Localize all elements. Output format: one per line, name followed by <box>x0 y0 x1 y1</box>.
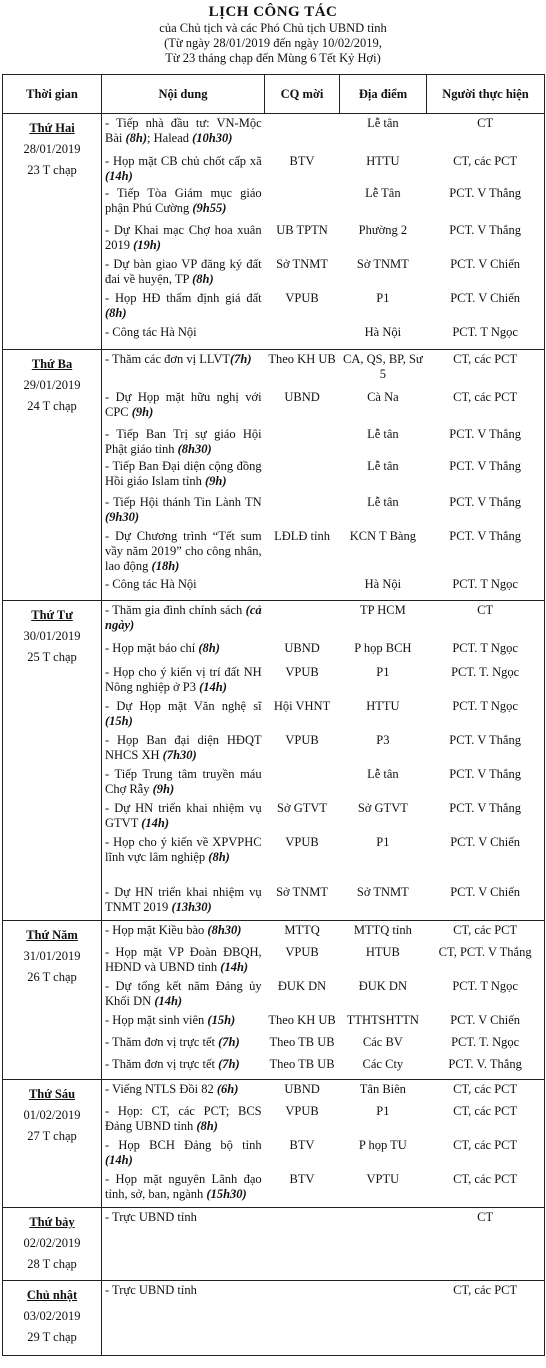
day-items-cell <box>102 1208 545 1281</box>
day-row <box>3 1080 545 1208</box>
day-lunar-date: 27 T chạp <box>27 1129 77 1143</box>
item-inviting-agency: Theo TB UB <box>269 1035 335 1049</box>
item-executor: CT <box>477 1210 494 1224</box>
item-time: (8h30) <box>207 923 242 937</box>
schedule-item <box>102 1011 544 1033</box>
item-text: - Tiếp nhà đầu tư: VN-Mộc Bài <box>105 116 262 145</box>
schedule-item <box>102 697 544 731</box>
item-time: (15h) <box>207 1013 236 1027</box>
item-inviting-agency: VPUB <box>285 733 319 747</box>
item-inviting-agency: Sở GTVT <box>277 801 328 815</box>
item-content <box>102 1208 265 1280</box>
schedule-body <box>3 114 545 1356</box>
item-inviting-agency <box>265 493 340 527</box>
item-text: - Họp mặt sinh viên <box>105 1013 208 1027</box>
day-name: Thứ Tư <box>31 608 73 622</box>
col-header-location: Địa điểm <box>340 75 427 114</box>
item-content <box>102 1011 265 1033</box>
item-time: (18h) <box>151 559 180 573</box>
day-items-cell <box>102 1080 545 1208</box>
item-time: (9h) <box>131 405 154 419</box>
schedule-item <box>102 388 544 425</box>
item-location: Sở TNMT <box>356 257 409 271</box>
schedule-item <box>102 350 544 388</box>
item-text: - Họp: CT, các PCT; BCS Đảng UBND tỉnh <box>105 1104 262 1133</box>
day-name: Chủ nhật <box>26 1288 78 1302</box>
day-name: Thứ Ba <box>31 357 73 371</box>
item-location: ĐUK DN <box>358 979 407 993</box>
item-location <box>339 1281 426 1355</box>
schedule-item <box>102 575 544 600</box>
item-time: (14h) <box>141 816 170 830</box>
item-time: (8h) <box>105 306 127 320</box>
schedule-item <box>102 1208 544 1280</box>
item-inviting-agency: VPUB <box>285 945 319 959</box>
item-location <box>339 1208 426 1280</box>
item-executor: PCT. T. Ngọc <box>451 1035 520 1049</box>
item-inviting-agency <box>265 1281 340 1355</box>
schedule-item <box>102 883 544 920</box>
schedule-item <box>102 493 544 527</box>
day-lunar-date: 24 T chạp <box>27 399 77 413</box>
item-content <box>102 921 265 943</box>
day-lunar-date: 28 T chạp <box>27 1257 77 1271</box>
item-time: (14h) <box>199 680 227 694</box>
schedule-item <box>102 527 544 575</box>
item-inviting-agency: BTV <box>289 1138 315 1152</box>
item-inviting-agency: BTV <box>289 154 315 168</box>
item-inviting-agency <box>265 114 340 152</box>
day-lunar-date: 26 T chạp <box>27 970 77 984</box>
schedule-item <box>102 943 544 977</box>
day-items-cell <box>102 921 545 1080</box>
day-name: Thứ Sáu <box>28 1087 76 1101</box>
item-inviting-agency <box>265 425 340 457</box>
day-lunar-date: 29 T chạp <box>27 1330 77 1344</box>
item-inviting-agency: UB TPTN <box>276 223 328 237</box>
day-name: Thứ Năm <box>26 928 78 942</box>
item-text: - Dự HN triển khai nhiệm vụ GTVT <box>105 801 262 830</box>
col-header-inviting-agency: CQ mời <box>265 75 340 114</box>
item-content <box>102 1102 265 1136</box>
item-executor: PCT. V Thắng <box>449 733 521 747</box>
schedule-item <box>102 1055 544 1079</box>
item-location: P họp BCH <box>354 641 412 655</box>
item-location: HTTU <box>366 699 400 713</box>
item-inviting-agency <box>265 323 340 349</box>
item-executor: PCT. V Thắng <box>449 186 521 200</box>
item-inviting-agency: Sở TNMT <box>276 257 328 271</box>
col-header-executor: Người thực hiện <box>427 75 545 114</box>
item-location: Tân Biên <box>359 1082 406 1096</box>
item-time: (14h) <box>105 169 133 183</box>
document-subtitle-1: của Chủ tịch và các Phó Chủ tịch UBND tỉnh <box>159 21 387 35</box>
item-content <box>102 221 265 255</box>
day-cell <box>3 1208 102 1281</box>
item-time: (19h) <box>133 238 161 252</box>
day-row <box>3 921 545 1080</box>
item-inviting-agency: VPUB <box>285 835 319 849</box>
document-subtitle-3: Từ 23 tháng chạp đến Mùng 6 Tết Kỷ Hợi) <box>165 51 381 65</box>
item-content <box>102 833 265 883</box>
schedule-item <box>102 1170 544 1207</box>
item-text: - Thăm đơn vị trực tết <box>105 1057 219 1071</box>
day-items-cell <box>102 114 545 350</box>
item-executor: CT <box>477 603 494 617</box>
item-executor: PCT. T Ngọc <box>452 641 518 655</box>
schedule-item <box>102 639 544 663</box>
item-inviting-agency: UBND <box>284 1082 320 1096</box>
item-time: (6h) <box>216 1082 239 1096</box>
day-cell <box>3 1080 102 1208</box>
item-text: - Họp HĐ thẩm định giá đất <box>105 291 262 305</box>
item-content <box>102 388 265 425</box>
item-content <box>102 943 265 977</box>
day-date: 30/01/2019 <box>23 629 81 643</box>
item-executor: PCT. T. Ngọc <box>451 665 520 679</box>
schedule-item <box>102 601 544 639</box>
item-location: Các Cty <box>362 1057 404 1071</box>
item-executor: PCT. V. Thắng <box>448 1057 522 1071</box>
day-items-cell <box>102 601 545 921</box>
item-content <box>102 977 265 1011</box>
item-text: - Thăm đơn vị trực tết <box>105 1035 219 1049</box>
item-text: - Thăm gia đình chính sách <box>105 603 246 617</box>
item-location: P3 <box>376 733 390 747</box>
day-row <box>3 601 545 921</box>
day-row <box>3 1208 545 1281</box>
item-location: HTUB <box>365 945 400 959</box>
item-executor: CT, PCT. V Thắng <box>438 945 532 959</box>
item-content <box>102 639 265 663</box>
item-executor: CT, các PCT <box>453 923 518 937</box>
col-header-content: Nội dung <box>102 75 265 114</box>
item-location: Phường 2 <box>358 223 408 237</box>
item-text: - Trực UBND tỉnh <box>105 1210 197 1224</box>
item-text: - Tiếp Ban Trị sự giáo Hội Phật giáo tỉnh <box>105 427 262 456</box>
item-text: - Họp mặt báo chí <box>105 641 199 655</box>
col-header-time: Thời gian <box>3 75 102 114</box>
item-inviting-agency <box>265 575 340 600</box>
item-inviting-agency: UBND <box>284 390 320 404</box>
item-inviting-agency: Theo KH UB <box>268 352 336 366</box>
item-content <box>102 883 265 920</box>
item-inviting-agency: Hội VHNT <box>273 699 331 713</box>
item-location: Sở GTVT <box>357 801 408 815</box>
item-content <box>102 255 265 289</box>
item-inviting-agency: UBND <box>284 641 320 655</box>
item-content <box>102 731 265 765</box>
item-executor: PCT. V Chiến <box>450 257 521 271</box>
item-executor: CT, các PCT <box>453 1138 518 1152</box>
item-text: - Họp Ban đại diện HĐQT NHCS XH <box>105 733 262 762</box>
day-cell <box>3 921 102 1080</box>
document-subtitle-2: (Từ ngày 28/01/2019 đến ngày 10/02/2019, <box>164 36 382 50</box>
item-location: P1 <box>376 835 390 849</box>
item-text: - Họp mặt nguyên Lãnh đạo tỉnh, sở, ban, ngành <box>105 1172 262 1201</box>
item-time: (8h30) <box>177 442 212 456</box>
item-executor: PCT. T Ngọc <box>452 979 518 993</box>
item-text: - Công tác Hà Nội <box>105 325 197 339</box>
item-executor: CT, các PCT <box>453 1172 518 1186</box>
schedule-item <box>102 152 544 184</box>
item-executor: CT, các PCT <box>453 154 518 168</box>
item-time: (10h30) <box>192 131 233 145</box>
item-inviting-agency: Theo TB UB <box>269 1057 335 1071</box>
day-row <box>3 114 545 350</box>
item-location: P1 <box>376 665 390 679</box>
item-text: - Tiếp Trung tâm truyền máu Chợ Rẫy <box>105 767 262 796</box>
item-executor: PCT. T Ngọc <box>452 699 518 713</box>
item-content <box>102 1055 265 1079</box>
item-text: - Tiếp Ban Đại diện cộng đồng Hồi giáo Islam tỉnh <box>105 459 262 488</box>
item-location: Hà Nội <box>364 577 402 591</box>
item-inviting-agency: BTV <box>289 1172 315 1186</box>
item-time: (8h) <box>198 641 220 655</box>
item-inviting-agency: ĐUK DN <box>277 979 327 993</box>
item-time: (7h) <box>229 352 252 366</box>
item-executor: CT, các PCT <box>453 1104 518 1118</box>
item-inviting-agency <box>265 457 340 493</box>
item-text: - Họp mặt VP Đoàn ĐBQH, HĐND và UBND tỉnh <box>105 945 262 974</box>
item-location: Lễ tân <box>367 116 399 130</box>
item-time: (8h) <box>125 131 148 145</box>
item-inviting-agency: MTTQ <box>284 923 320 937</box>
item-text: - Thăm các đơn vị LLVT <box>105 352 230 366</box>
item-content <box>102 799 265 833</box>
item-time: (14h) <box>220 960 249 974</box>
item-executor: PCT. V Thắng <box>449 801 521 815</box>
schedule-item <box>102 184 544 221</box>
schedule-table <box>2 74 545 1356</box>
schedule-item <box>102 425 544 457</box>
schedule-item <box>102 221 544 255</box>
item-text: - Tiếp Tòa Giám mục giáo phận Phú Cường <box>105 186 262 215</box>
item-location: P họp TU <box>358 1138 407 1152</box>
item-time: (9h55) <box>192 201 227 215</box>
day-name: Thứ bảy <box>29 1215 75 1229</box>
item-executor: CT <box>477 116 494 130</box>
item-inviting-agency <box>265 601 340 639</box>
schedule-item <box>102 921 544 943</box>
item-location: Cà Na <box>367 390 399 404</box>
item-inviting-agency <box>265 1208 340 1280</box>
item-text: - Dự tổng kết năm Đảng ủy Khối DN <box>105 979 262 1008</box>
item-content <box>102 663 265 697</box>
day-date: 02/02/2019 <box>23 1236 81 1250</box>
item-executor: PCT. V Thắng <box>449 529 521 543</box>
item-text: - Họp BCH Đảng bộ tỉnh <box>105 1138 262 1152</box>
item-executor: PCT. V Thắng <box>449 427 521 441</box>
item-text: - Họp mặt CB chủ chốt cấp xã <box>105 154 262 168</box>
item-location: Lễ tân <box>367 495 399 509</box>
item-content <box>102 425 265 457</box>
schedule-item <box>102 765 544 799</box>
item-text: - Dự Họp mặt hữu nghị với CPC <box>105 390 262 419</box>
item-location: VPTU <box>366 1172 400 1186</box>
item-content <box>102 350 265 388</box>
item-executor: PCT. T Ngọc <box>452 577 518 591</box>
item-executor: CT, các PCT <box>453 1082 518 1096</box>
day-items-cell <box>102 1281 545 1356</box>
item-content <box>102 1136 265 1170</box>
item-text: - Dự Họp mặt Văn nghệ sĩ <box>105 699 262 713</box>
item-inviting-agency: VPUB <box>285 291 319 305</box>
item-time: (9h30) <box>105 510 140 524</box>
item-content <box>102 765 265 799</box>
item-text: - Dự bàn giao VP đăng ký đất đai về huyện, TP <box>105 257 262 286</box>
item-text: - Viếng NTLS Đồi 82 <box>105 1082 217 1096</box>
item-inviting-agency: Sở TNMT <box>276 885 328 899</box>
item-content <box>102 184 265 221</box>
item-location: HTTU <box>366 154 400 168</box>
item-time: (cả ngày) <box>105 603 262 632</box>
item-time: (15h) <box>105 714 133 728</box>
day-cell <box>3 1281 102 1356</box>
day-date: 31/01/2019 <box>23 949 81 963</box>
schedule-item <box>102 289 544 323</box>
document-title: LỊCH CÔNG TÁC <box>208 4 338 20</box>
item-executor: PCT. V Thắng <box>449 767 521 781</box>
schedule-item <box>102 1281 544 1355</box>
item-location: KCN T Bàng <box>349 529 416 543</box>
item-content <box>102 527 265 575</box>
item-time: (15h30) <box>206 1187 247 1201</box>
item-content <box>102 697 265 731</box>
day-date: 03/02/2019 <box>23 1309 81 1323</box>
day-cell <box>3 114 102 350</box>
item-executor: CT, các PCT <box>453 390 518 404</box>
schedule-item <box>102 799 544 833</box>
day-date: 28/01/2019 <box>23 142 81 156</box>
schedule-item <box>102 1033 544 1055</box>
item-content <box>102 1080 265 1102</box>
item-location: P1 <box>376 291 390 305</box>
day-date: 01/02/2019 <box>23 1108 81 1122</box>
day-date: 29/01/2019 <box>23 378 81 392</box>
item-location: Lễ Tân <box>365 186 401 200</box>
schedule-item <box>102 977 544 1011</box>
item-inviting-agency: LĐLĐ tỉnh <box>274 529 330 543</box>
item-text: - Dự Khai mạc Chợ hoa xuân 2019 <box>105 223 262 252</box>
schedule-item <box>102 114 544 152</box>
item-time: (9h) <box>205 474 227 488</box>
schedule-item <box>102 1136 544 1170</box>
item-time: (8h) <box>192 272 214 286</box>
item-inviting-agency <box>265 184 340 221</box>
item-time: (13h30) <box>171 900 212 914</box>
day-lunar-date: 25 T chạp <box>27 650 77 664</box>
item-content <box>102 1033 265 1055</box>
schedule-item <box>102 731 544 765</box>
item-executor: PCT. V Thắng <box>449 223 521 237</box>
item-text: ; Halead <box>147 131 193 145</box>
day-lunar-date: 23 T chạp <box>27 163 77 177</box>
day-cell <box>3 601 102 921</box>
item-executor: PCT. V Chiến <box>450 835 521 849</box>
day-cell <box>3 350 102 601</box>
day-row <box>3 350 545 601</box>
item-text: - Họp mặt Kiều bào <box>105 923 208 937</box>
item-location: TTHTSHTTN <box>346 1013 419 1027</box>
item-text: - Công tác Hà Nội <box>105 577 197 591</box>
item-text: - Họp cho ý kiến vị trí đất NH Nông nghiệp ở P3 <box>105 665 262 694</box>
item-time: (8h) <box>208 850 230 864</box>
item-executor: PCT. V Thắng <box>449 459 521 473</box>
day-items-cell <box>102 350 545 601</box>
item-time: (7h30) <box>162 748 197 762</box>
item-inviting-agency: VPUB <box>285 665 319 679</box>
item-content <box>102 457 265 493</box>
item-executor: CT, các PCT <box>453 352 518 366</box>
item-time: (14h) <box>154 994 183 1008</box>
item-content <box>102 1281 265 1355</box>
item-time: (7h) <box>218 1035 240 1049</box>
item-content <box>102 114 265 152</box>
item-text: - Trực UBND tỉnh <box>105 1283 197 1297</box>
schedule-item <box>102 1102 544 1136</box>
item-text: - Dự HN triển khai nhiệm vụ TNMT 2019 <box>105 885 262 914</box>
item-text: - Tiếp Hội thánh Tin Lành TN <box>105 495 262 509</box>
item-content <box>102 323 265 349</box>
schedule-item <box>102 833 544 883</box>
item-location: MTTQ tỉnh <box>353 923 412 937</box>
schedule-item <box>102 663 544 697</box>
item-inviting-agency <box>265 765 340 799</box>
item-content <box>102 152 265 184</box>
item-location: Các BV <box>362 1035 403 1049</box>
schedule-item <box>102 457 544 493</box>
item-executor: PCT. V Chiến <box>450 1013 521 1027</box>
item-location: Lễ tân <box>367 427 399 441</box>
item-location: TP HCM <box>359 603 406 617</box>
item-executor: PCT. V Chiến <box>450 291 521 305</box>
item-time: (7h) <box>218 1057 240 1071</box>
table-header-row <box>3 75 545 114</box>
day-name: Thứ Hai <box>29 121 75 135</box>
item-time: (8h) <box>196 1119 218 1133</box>
schedule-item <box>102 1080 544 1102</box>
item-time: (14h) <box>105 1153 133 1167</box>
item-executor: PCT. V Chiến <box>450 885 521 899</box>
item-location: Hà Nội <box>364 325 402 339</box>
item-executor: CT, các PCT <box>453 1283 518 1297</box>
item-content <box>102 289 265 323</box>
item-text: - Dự Chương trình “Tết sum vầy năm 2019” cho công nhân, lao động <box>105 529 262 573</box>
item-executor: PCT. V Thắng <box>449 495 521 509</box>
item-location: P1 <box>376 1104 390 1118</box>
item-content <box>102 1170 265 1207</box>
item-content <box>102 601 265 639</box>
document-header <box>0 0 546 74</box>
item-location: Lễ tân <box>367 767 399 781</box>
schedule-item <box>102 323 544 349</box>
item-inviting-agency: Theo KH UB <box>268 1013 336 1027</box>
item-text: - Họp cho ý kiến về XPVPHC lĩnh vực lâm nghiệp <box>105 835 262 864</box>
item-location: Sở TNMT <box>356 885 409 899</box>
item-time: (9h) <box>152 782 175 796</box>
item-location: CA, QS, BP, Sư 5 <box>342 352 423 381</box>
day-row <box>3 1281 545 1356</box>
item-inviting-agency: VPUB <box>285 1104 319 1118</box>
item-executor: PCT. T Ngọc <box>452 325 518 339</box>
item-location: Lễ tân <box>367 459 399 473</box>
item-content <box>102 575 265 600</box>
item-content <box>102 493 265 527</box>
schedule-item <box>102 255 544 289</box>
